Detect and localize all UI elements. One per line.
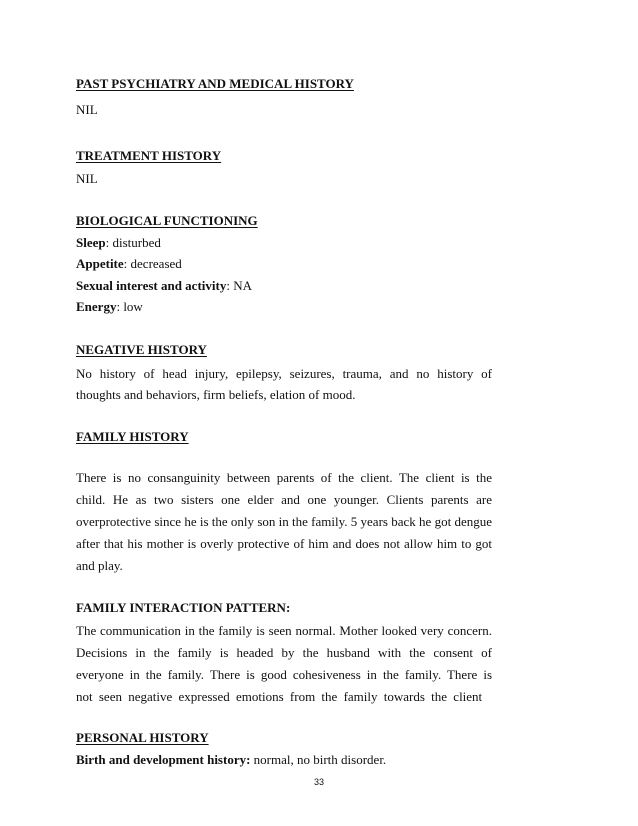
personal-history-heading: PERSONAL HISTORY xyxy=(76,730,209,745)
paragraph-line: and play. xyxy=(76,558,123,573)
paragraph-line: child. He as two sisters one elder and one younger. Clients parents are xyxy=(76,492,492,507)
biological-item-value: : decreased xyxy=(123,256,182,271)
paragraph-line: after that his mother is overly protective of him and does not allow him to got xyxy=(76,536,492,551)
past-history-value: NIL xyxy=(76,102,98,117)
biological-item-value: : disturbed xyxy=(105,235,161,250)
treatment-history-heading: TREATMENT HISTORY xyxy=(76,148,222,163)
negative-history-heading: NEGATIVE HISTORY xyxy=(76,342,207,357)
birth-history-line xyxy=(76,752,386,768)
biological-item-label: Energy xyxy=(76,299,117,314)
paragraph-line: thoughts and behaviors, firm beliefs, elation of mood. xyxy=(76,387,356,402)
family-history-heading: FAMILY HISTORY xyxy=(76,429,189,444)
treatment-history-value: NIL xyxy=(76,171,98,186)
biological-item-value: : low xyxy=(116,299,143,314)
past-history-heading: PAST PSYCHIATRY AND MEDICAL HISTORY xyxy=(76,76,354,91)
paragraph-line: No history of head injury, epilepsy, seizures, trauma, and no history of xyxy=(76,366,492,381)
birth-history-value: normal, no birth disorder. xyxy=(250,752,387,767)
biological-item xyxy=(76,235,161,251)
paragraph-line: not seen negative expressed emotions from the family towards the client xyxy=(76,689,483,704)
paragraph-line: everyone in the family. There is good cohesiveness in the family. There is xyxy=(76,667,492,682)
biological-heading: BIOLOGICAL FUNCTIONING xyxy=(76,213,258,228)
family-interaction-heading: FAMILY INTERACTION PATTERN: xyxy=(76,600,291,615)
paragraph-line: The communication in the family is seen normal. Mother looked very concern. xyxy=(76,623,492,638)
biological-item-value: : NA xyxy=(226,278,252,293)
biological-item-label: Sexual interest and activity xyxy=(76,278,227,293)
biological-item xyxy=(76,278,252,294)
paragraph-line: There is no consanguinity between parents of the client. The client is the xyxy=(76,470,492,485)
biological-item-label: Sleep xyxy=(76,235,106,250)
paragraph-line: Decisions in the family is headed by the husband with the consent of xyxy=(76,645,492,660)
page-number: 33 xyxy=(313,777,324,787)
biological-item-label: Appetite xyxy=(76,256,124,271)
biological-item xyxy=(76,299,143,315)
paragraph-line: overprotective since he is the only son in the family. 5 years back he got dengue xyxy=(76,514,492,529)
birth-history-label: Birth and development history: xyxy=(76,752,251,767)
biological-item xyxy=(76,256,182,272)
